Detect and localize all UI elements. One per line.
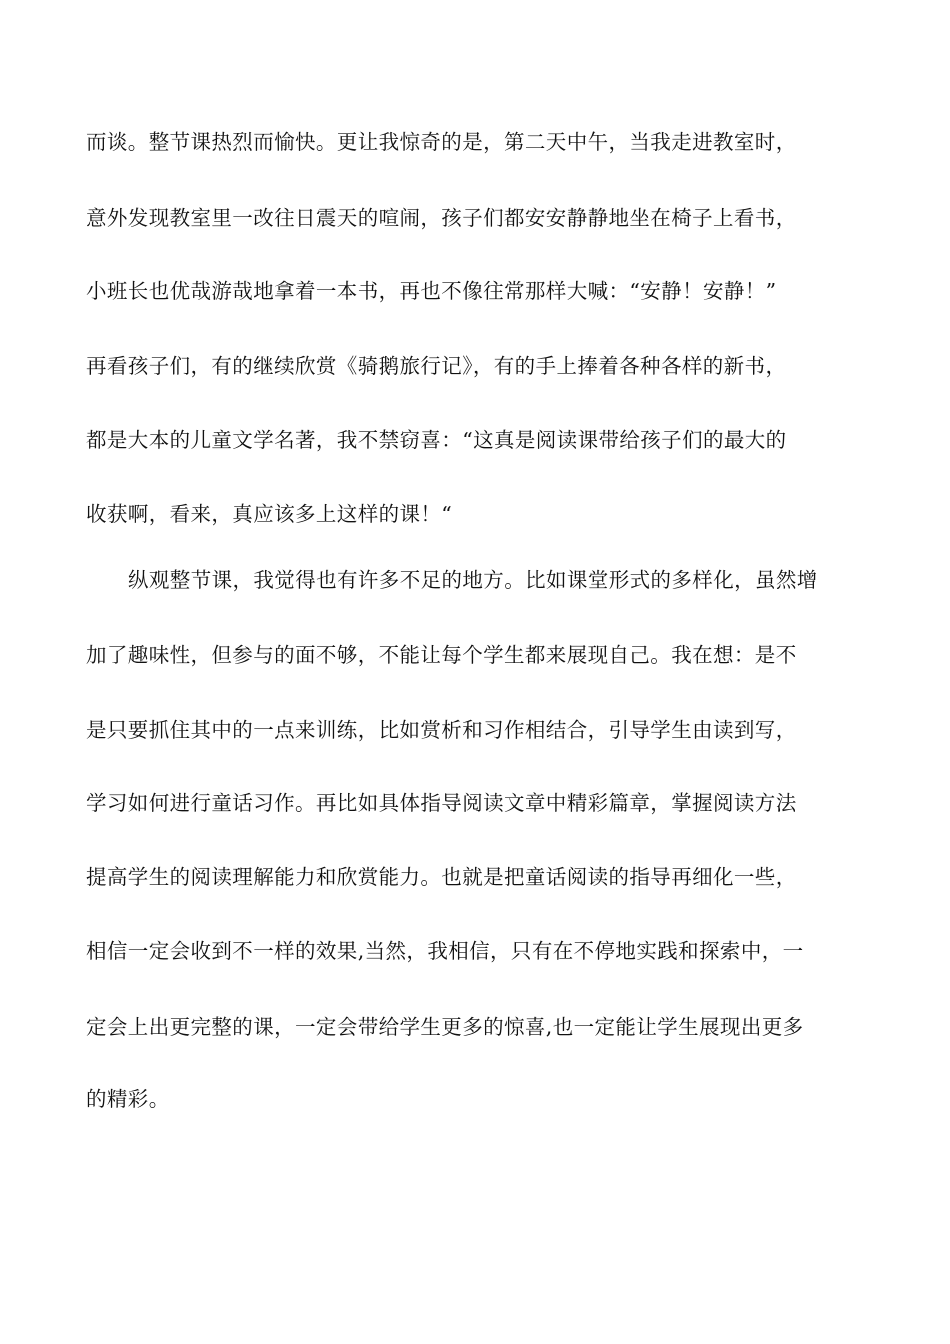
text-line: 意外发现教室里一改往日震天的喧闹，孩子们都安安静静地坐在椅子上看书，	[86, 206, 797, 230]
text-line: 相信一定会收到不一样的效果,当然，我相信，只有在不停地实践和探索中，一	[86, 939, 804, 963]
text-line: 都是大本的儿童文学名著，我不禁窃喜：“这真是阅读课带给孩子们的最大的	[86, 428, 787, 452]
text-line: 而谈。整节课热烈而愉快。更让我惊奇的是，第二天中午，当我走进教室时，	[86, 130, 797, 154]
text-line: 是只要抓住其中的一点来训练，比如赏析和习作相结合，引导学生由读到写，	[86, 718, 797, 742]
text-line: 的精彩。	[86, 1087, 170, 1111]
text-line: 再看孩子们，有的继续欣赏《骑鹅旅行记》，有的手上捧着各种各样的新书，	[86, 354, 787, 378]
text-line: 定会上出更完整的课，一定会带给学生更多的惊喜,也一定能让学生展现出更多	[86, 1015, 804, 1039]
text-line: 小班长也优哉游哉地拿着一本书，再也不像往常那样大喊：“安静！安静！”	[86, 279, 777, 303]
paragraph-first-line: 纵观整节课，我觉得也有许多不足的地方。比如课堂形式的多样化，虽然增	[128, 568, 818, 592]
text-line: 加了趣味性，但参与的面不够，不能让每个学生都来展现自己。我在想：是不	[86, 643, 797, 667]
text-line: 学习如何进行童话习作。再比如具体指导阅读文章中精彩篇章，掌握阅读方法	[86, 791, 797, 815]
text-line: 提高学生的阅读理解能力和欣赏能力。也就是把童话阅读的指导再细化一些，	[86, 865, 797, 889]
text-line: 收获啊，看来，真应该多上这样的课！“	[86, 502, 453, 526]
